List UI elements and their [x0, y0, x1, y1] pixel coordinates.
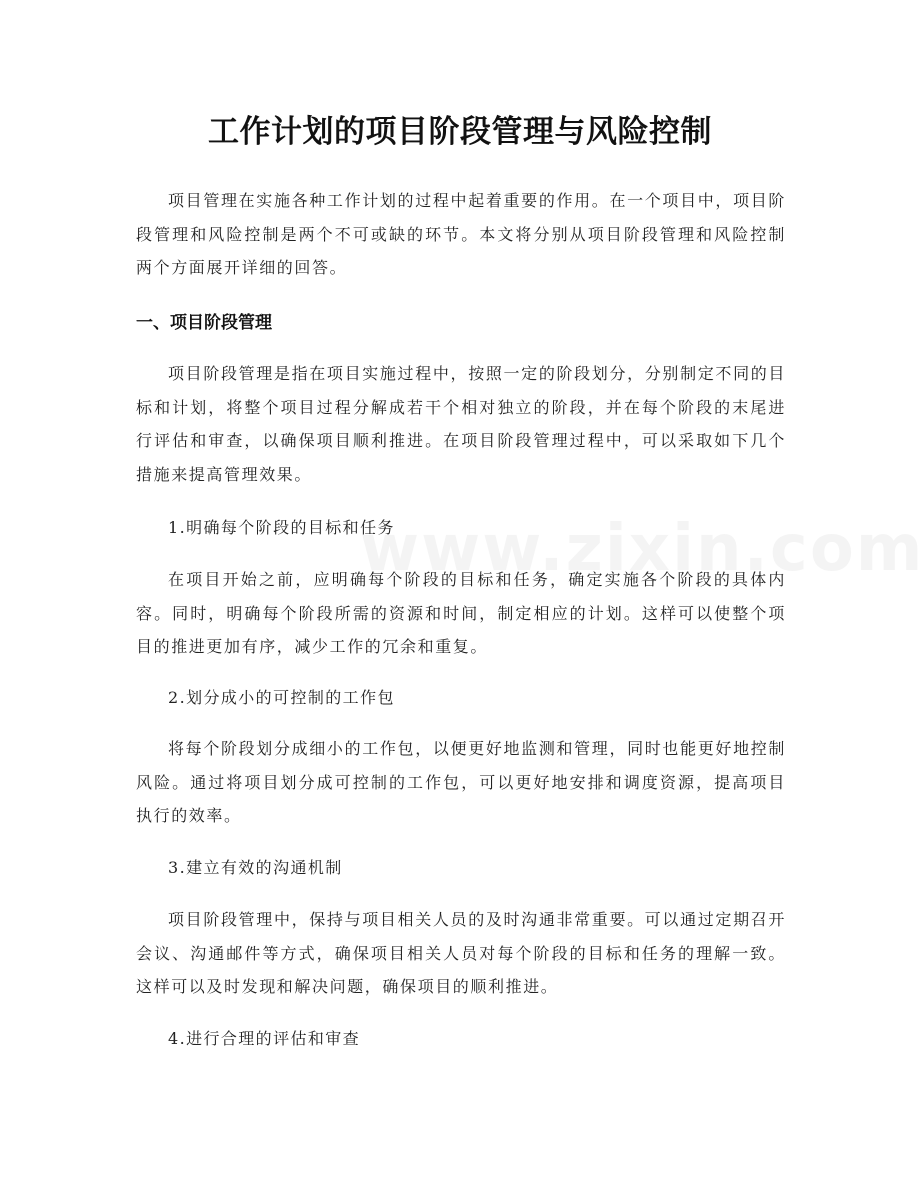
intro-paragraph: 项目管理在实施各种工作计划的过程中起着重要的作用。在一个项目中，项目阶段管理和风险控制是两个不可或缺的环节。本文将分别从项目阶段管理和风险控制两个方面展开详细的回答。 [136, 191, 786, 277]
document-title: 工作计划的项目阶段管理与风险控制 [208, 114, 712, 150]
item-body-1: 在项目开始之前，应明确每个阶段的目标和任务，确定实施各个阶段的具体内容。同时，明确每个阶段所需的资源和时间，制定相应的计划。这样可以使整个项目的推进更加有序，减少工作的冗余和重复。 [136, 570, 786, 656]
section-heading-stage-management: 一、项目阶段管理 [136, 313, 272, 333]
section-body-paragraph: 项目阶段管理是指在项目实施过程中，按照一定的阶段划分，分别制定不同的目标和计划，将整个项目过程分解成若干个相对独立的阶段，并在每个阶段的末尾进行评估和审查，以确保项目顺利推进。在项目阶段管理过程中，可以采取如下几个措施来提高管理效果。 [136, 364, 786, 484]
item-heading-1: 1.明确每个阶段的目标和任务 [168, 518, 395, 537]
item-body-2: 将每个阶段划分成细小的工作包，以便更好地监测和管理，同时也能更好地控制风险。通过将项目划分成可控制的工作包，可以更好地安排和调度资源，提高项目执行的效率。 [136, 739, 786, 825]
item-body-3: 项目阶段管理中，保持与项目相关人员的及时沟通非常重要。可以通过定期召开会议、沟通邮件等方式，确保项目相关人员对每个阶段的目标和任务的理解一致。这样可以及时发现和解决问题，确保项目的顺利推进。 [136, 910, 786, 996]
item-heading-2: 2.划分成小的可控制的工作包 [168, 688, 395, 707]
item-heading-3: 3.建立有效的沟通机制 [168, 858, 343, 877]
item-heading-4: 4.进行合理的评估和审查 [168, 1029, 361, 1048]
